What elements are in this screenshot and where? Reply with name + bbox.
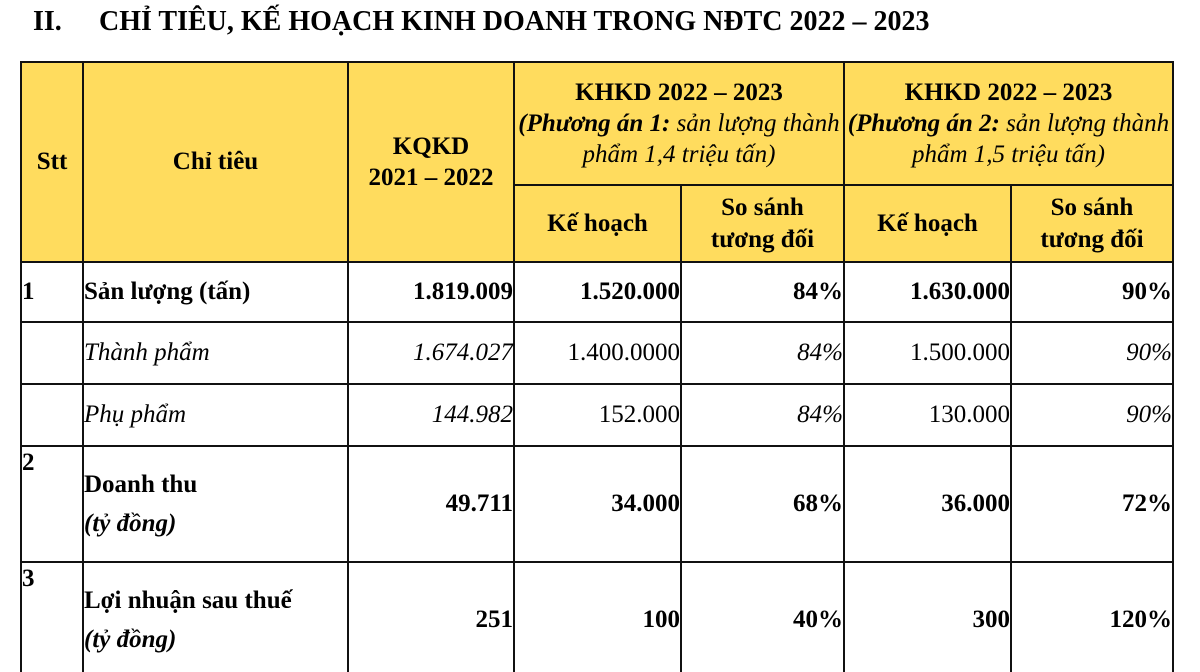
- section-number: II.: [33, 6, 62, 37]
- table-row: [21, 322, 1173, 384]
- header-plan2-option-rest: sản lượng thành phẩm 1,5 triệu tấn): [911, 109, 1170, 169]
- row-stt: 1: [21, 262, 83, 322]
- row-plan2-pct: 72%: [1011, 446, 1173, 562]
- row-stt: [21, 384, 83, 446]
- header-plan1-title: KHKD 2022 – 2023: [575, 78, 783, 106]
- row-plan2: 300: [844, 562, 1011, 672]
- row-kqkd: 1.674.027: [348, 322, 514, 384]
- row-label-cell: [83, 446, 348, 562]
- row-plan2-pct: 90%: [1011, 322, 1173, 384]
- header-plan1-kehoach: Kế hoạch: [514, 185, 681, 262]
- row-plan1: 152.000: [514, 384, 681, 446]
- row-label-cell: [83, 562, 348, 672]
- row-plan2-pct: 90%: [1011, 262, 1173, 322]
- header-plan2: [844, 62, 1173, 185]
- row-kqkd: 251: [348, 562, 514, 672]
- row-unit: (tỷ đồng): [84, 626, 177, 653]
- business-plan-table: [20, 61, 1174, 672]
- row-kqkd: 49.711: [348, 446, 514, 562]
- row-label: Lợi nhuận sau thuế: [84, 586, 292, 614]
- section-heading: [33, 6, 930, 38]
- row-kqkd: 1.819.009: [348, 262, 514, 322]
- row-plan2: 1.630.000: [844, 262, 1011, 322]
- row-plan1-pct: 84%: [681, 384, 844, 446]
- row-plan2-pct: 90%: [1011, 384, 1173, 446]
- row-label: Doanh thu: [84, 470, 198, 498]
- table-row: [21, 384, 1173, 446]
- header-plan2-option-bold: (Phương án 2:: [847, 109, 1000, 137]
- row-plan1-pct: 84%: [681, 322, 844, 384]
- header-plan1: [514, 62, 844, 185]
- row-plan1-pct: 40%: [681, 562, 844, 672]
- row-plan1: 34.000: [514, 446, 681, 562]
- header-plan1-sosanh: So sánh tương đối: [681, 185, 844, 262]
- row-kqkd: 144.982: [348, 384, 514, 446]
- header-plan2-title: KHKD 2022 – 2023: [904, 78, 1113, 106]
- row-stt: 3: [21, 562, 83, 672]
- header-plan2-sosanh: So sánh tương đối: [1011, 185, 1173, 262]
- header-plan1-option-bold: (Phương án 1:: [518, 109, 671, 137]
- row-unit: (tỷ đồng): [84, 510, 177, 537]
- header-stt: Stt: [21, 62, 83, 262]
- row-stt: 2: [21, 446, 83, 562]
- section-title: CHỈ TIÊU, KẾ HOẠCH KINH DOANH TRONG NĐTC 2022 – 2023: [99, 6, 930, 37]
- row-plan2: 36.000: [844, 446, 1011, 562]
- header-kqkd-line1: KQKD: [392, 132, 470, 160]
- row-plan2: 130.000: [844, 384, 1011, 446]
- header-kqkd-line2: 2021 – 2022: [368, 164, 494, 191]
- table-row: [21, 562, 1173, 672]
- header-plan1-option-rest: sản lượng thành phẩm 1,4 triệu tấn): [582, 109, 840, 169]
- table-row: [21, 262, 1173, 322]
- row-plan1: 1.520.000: [514, 262, 681, 322]
- header-chi-tieu: Chỉ tiêu: [83, 62, 348, 262]
- table-row: [21, 446, 1173, 562]
- header-kqkd: [348, 62, 514, 262]
- row-plan1-pct: 84%: [681, 262, 844, 322]
- row-stt: [21, 322, 83, 384]
- row-label: Sản lượng (tấn): [83, 262, 348, 322]
- row-plan2-pct: 120%: [1011, 562, 1173, 672]
- row-label: Phụ phẩm: [83, 384, 348, 446]
- row-plan2: 1.500.000: [844, 322, 1011, 384]
- row-plan1: 1.400.0000: [514, 322, 681, 384]
- row-plan1: 100: [514, 562, 681, 672]
- row-plan1-pct: 68%: [681, 446, 844, 562]
- header-plan2-kehoach: Kế hoạch: [844, 185, 1011, 262]
- row-label: Thành phẩm: [83, 322, 348, 384]
